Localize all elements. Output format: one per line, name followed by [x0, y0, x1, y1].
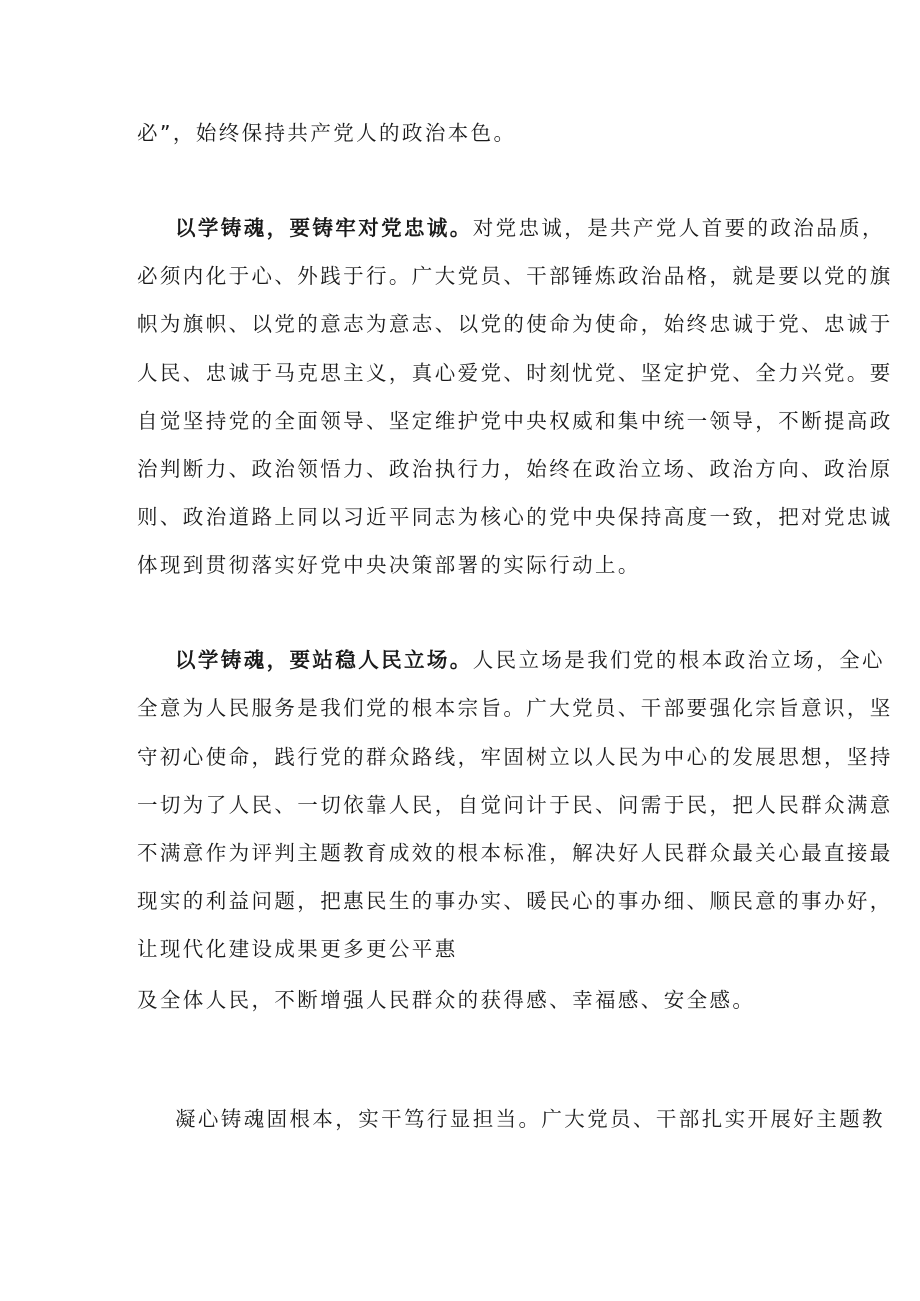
paragraph-line: 现实的利益问题，把惠民生的事办实、暖民心的事办细、顺民意的事办好，	[137, 889, 893, 913]
section-heading: 以学铸魂，要铸牢对党忠诚。	[175, 216, 473, 240]
paragraph-line: 体现到贯彻落实好党中央决策部署的实际行动上。	[137, 553, 641, 577]
paragraph-line	[175, 648, 885, 672]
paragraph-line: 凝心铸魂固根本，实干笃行显担当。广大党员、干部扎实开展好主题教	[175, 1107, 885, 1131]
paragraph-text: 人民立场是我们党的根本政治立场，全心	[472, 648, 885, 672]
paragraph-line: 帜为旗帜、以党的意志为意志、以党的使命为使命，始终忠诚于党、忠诚于	[137, 312, 893, 336]
paragraph-line: 必须内化于心、外践于行。广大党员、干部锤炼政治品格，就是要以党的旗	[137, 264, 893, 288]
paragraph-line: 治判断力、政治领悟力、政治执行力，始终在政治立场、政治方向、政治原	[137, 457, 893, 481]
paragraph-line: 不满意作为评判主题教育成效的根本标准，解决好人民群众最关心最直接最	[137, 841, 893, 865]
paragraph-line: 全意为人民服务是我们党的根本宗旨。广大党员、干部要强化宗旨意识，坚	[137, 696, 893, 720]
paragraph-line: 让现代化建设成果更多更公平惠	[137, 937, 458, 961]
paragraph-line: 则、政治道路上同以习近平同志为核心的党中央保持高度一致，把对党忠诚	[137, 505, 893, 529]
paragraph-line: 自觉坚持党的全面领导、坚定维护党中央权威和集中统一领导，不断提高政	[137, 409, 893, 433]
paragraph-line	[175, 216, 885, 240]
paragraph-text: 对党忠诚，是共产党人首要的政治品质，	[472, 216, 885, 240]
paragraph-line: 守初心使命，践行党的群众路线，牢固树立以人民为中心的发展思想，坚持	[137, 745, 893, 769]
paragraph-line: 必”，始终保持共产党人的政治本色。	[137, 121, 517, 145]
paragraph-line: 及全体人民，不断增强人民群众的获得感、幸福感、安全感。	[137, 988, 756, 1012]
paragraph-line: 人民、忠诚于马克思主义，真心爱党、时刻忧党、坚定护党、全力兴党。要	[137, 361, 893, 385]
paragraph-line: 一切为了人民、一切依靠人民，自觉问计于民、问需于民，把人民群众满意	[137, 793, 893, 817]
section-heading: 以学铸魂，要站稳人民立场。	[175, 648, 473, 672]
